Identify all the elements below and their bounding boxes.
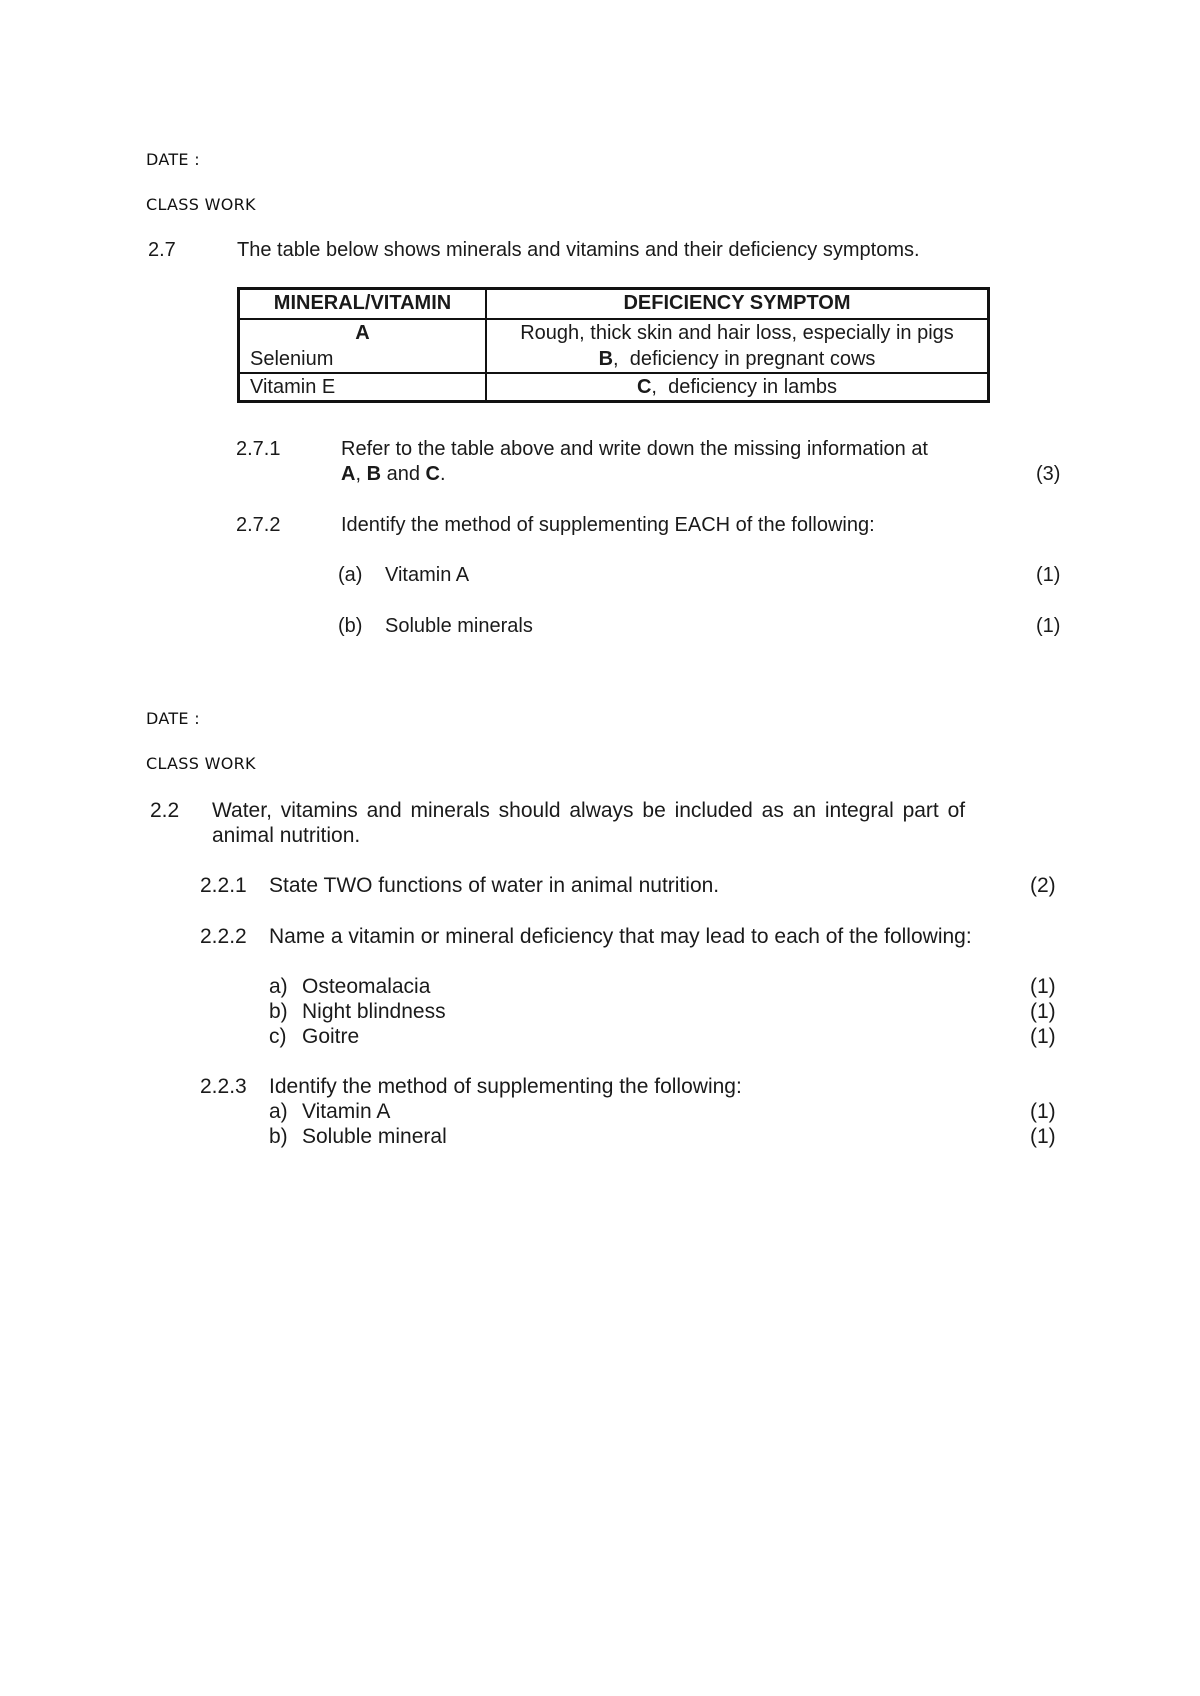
classwork-label: CLASS WORK: [146, 195, 256, 214]
table-cell: Selenium: [239, 346, 487, 373]
subquestion-text: Refer to the table above and write down the missing information at: [341, 438, 928, 460]
table-cell: [486, 373, 989, 402]
table-header-row: [239, 289, 989, 320]
item-label: c): [269, 1025, 287, 1048]
subquestion-text-line2: [341, 462, 446, 486]
marks: (1): [1036, 615, 1061, 637]
cell-text: , deficiency in pregnant cows: [613, 348, 876, 370]
item-text: Vitamin A: [302, 1100, 391, 1123]
table-cell: [486, 346, 989, 373]
item-label: a): [269, 1100, 288, 1123]
item-label: b): [269, 1000, 288, 1023]
text-sep: .: [439, 463, 446, 485]
subquestion-number: 2.2.3: [200, 1075, 247, 1098]
subquestion-text: Identify the method of supplementing EACH of the following:: [341, 514, 875, 536]
text-sep: and: [381, 463, 426, 485]
item-text: Night blindness: [302, 1000, 446, 1023]
item-text: Soluble mineral: [302, 1125, 447, 1148]
item-label: (b): [338, 615, 363, 637]
item-text: Osteomalacia: [302, 975, 431, 998]
table-cell: A: [239, 319, 487, 346]
blank-ref: B: [366, 463, 382, 485]
marks: (1): [1036, 564, 1061, 586]
marks: (2): [1030, 874, 1056, 897]
marks: (1): [1030, 1000, 1056, 1023]
table-row: [239, 319, 989, 346]
subquestion-text: Identify the method of supplementing the following:: [269, 1075, 742, 1098]
blank-label: C: [636, 376, 652, 398]
table-cell: Rough, thick skin and hair loss, especially in pigs: [486, 319, 989, 346]
date-label: DATE :: [146, 709, 200, 728]
subquestion-text: State TWO functions of water in animal nutrition.: [269, 874, 720, 897]
question-number: 2.7: [148, 239, 176, 261]
table-row: [239, 373, 989, 402]
subquestion-number: 2.7.2: [236, 514, 281, 536]
subquestion-text: Name a vitamin or mineral deficiency that may lead to each of the following:: [269, 925, 972, 948]
item-text: Vitamin A: [385, 564, 470, 586]
date-label: DATE :: [146, 150, 200, 169]
marks: (1): [1030, 1125, 1056, 1148]
item-label: (a): [338, 564, 363, 586]
table-header-cell: MINERAL/VITAMIN: [239, 289, 487, 320]
marks: (1): [1030, 1025, 1056, 1048]
marks: (3): [1036, 463, 1061, 485]
item-label: b): [269, 1125, 288, 1148]
classwork-label: CLASS WORK: [146, 754, 256, 773]
deficiency-table: [237, 287, 990, 403]
subquestion-number: 2.2.2: [200, 925, 247, 948]
table-header-cell: DEFICIENCY SYMPTOM: [486, 289, 989, 320]
item-label: a): [269, 975, 288, 998]
table-row: [239, 346, 989, 373]
subquestion-number: 2.7.1: [236, 438, 281, 460]
item-text: Goitre: [302, 1025, 360, 1048]
item-text: Soluble minerals: [385, 615, 533, 637]
text-sep: ,: [355, 463, 367, 485]
marks: (1): [1030, 1100, 1056, 1123]
table-cell: Vitamin E: [239, 373, 487, 402]
subquestion-number: 2.2.1: [200, 874, 247, 897]
question-text: The table below shows minerals and vitamins and their deficiency symptoms.: [237, 239, 920, 261]
question-number: 2.2: [150, 799, 180, 822]
question-text: Water, vitamins and minerals should always be included as an integral part of: [212, 799, 966, 822]
cell-text: , deficiency in lambs: [651, 376, 838, 398]
blank-label: B: [598, 348, 614, 370]
marks: (1): [1030, 975, 1056, 998]
blank-ref: A: [341, 463, 356, 485]
blank-ref: C: [425, 463, 440, 485]
question-text-line2: animal nutrition.: [212, 824, 361, 847]
